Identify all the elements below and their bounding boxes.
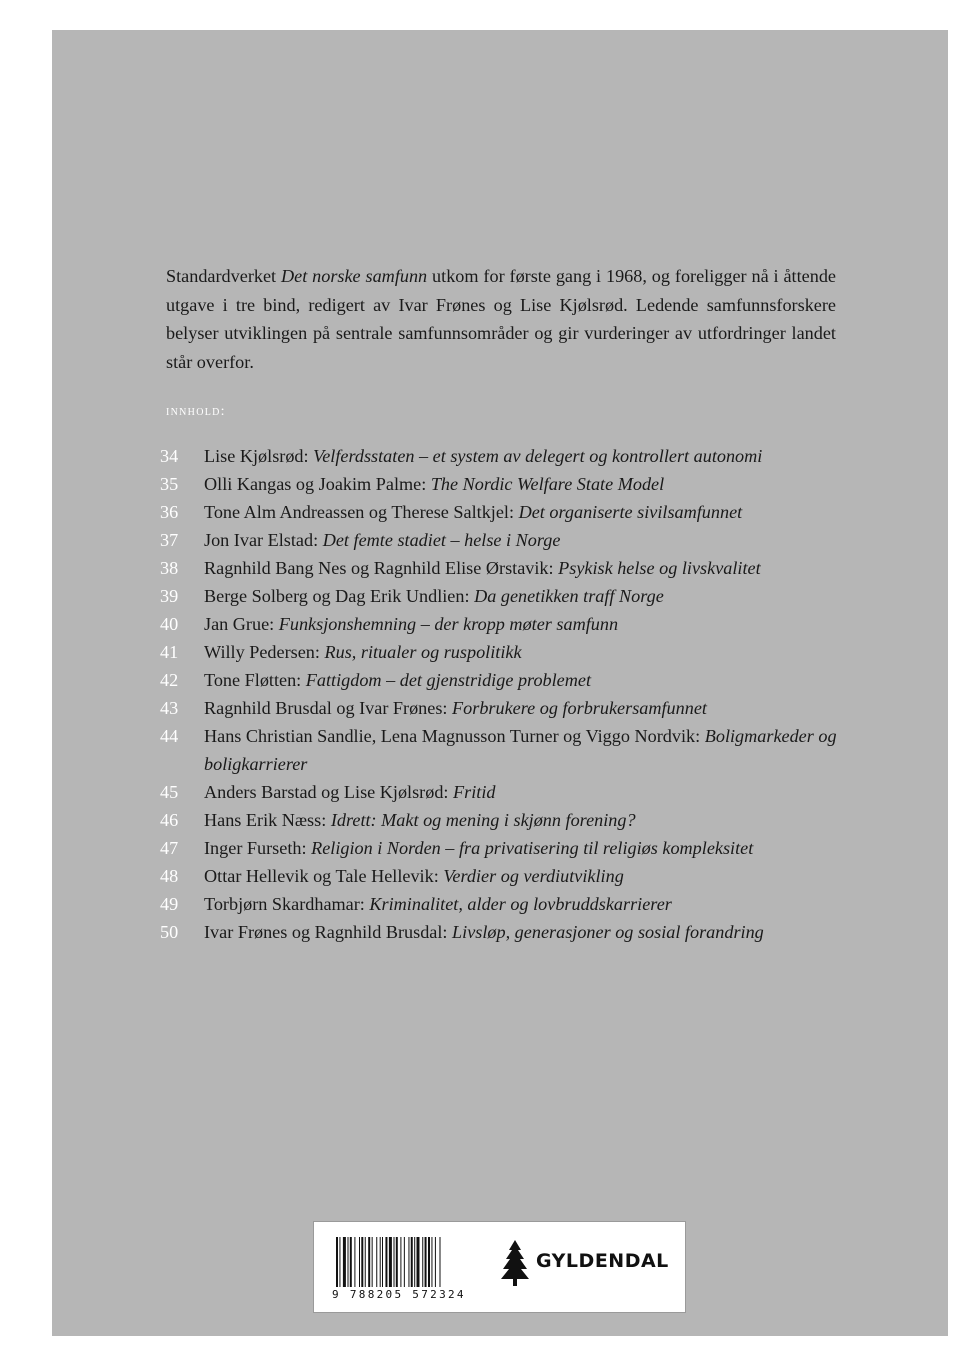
toc-entry [160, 610, 860, 638]
toc-entry-authors: Hans Christian Sandlie, Lena Magnusson Turner og Viggo Nordvik: [204, 726, 705, 746]
toc-entry-title: Da genetikken traff Norge [474, 586, 664, 606]
toc-entry-text [204, 722, 860, 778]
toc-entry-number: 50 [160, 922, 179, 942]
toc-entry-number: 34 [160, 446, 179, 466]
toc-entry-title: Fattigdom – det gjenstridige problemet [305, 670, 592, 690]
isbn-number: 9 788205 572324 [332, 1288, 466, 1301]
toc-entry-text [204, 442, 860, 470]
toc-entry-title: Forbrukere og forbrukersamfunnet [452, 698, 707, 718]
toc-entry-text [204, 498, 860, 526]
toc-entry-title: Religion i Norden – fra privatisering til religiøs kompleksitet [311, 838, 754, 858]
toc-entry-title: Verdier og verdiutvikling [443, 866, 624, 886]
toc-entry-number: 43 [160, 698, 179, 718]
barcode-icon [336, 1237, 476, 1287]
toc-entry [160, 722, 860, 778]
toc-entry-text [204, 862, 860, 890]
toc-entry [160, 694, 860, 722]
toc-entry-number: 41 [160, 642, 179, 662]
toc-entry-authors: Jon Ivar Elstad: [204, 530, 323, 550]
toc-entry-text [204, 778, 860, 806]
toc-entry [160, 862, 860, 890]
toc-entry [160, 666, 860, 694]
toc-entry-number: 42 [160, 670, 179, 690]
toc-entry-number: 49 [160, 894, 179, 914]
toc-entry [160, 498, 860, 526]
toc-entry-text [204, 554, 860, 582]
toc-entry-number: 48 [160, 866, 179, 886]
footer-box [313, 1221, 686, 1313]
toc-entry-authors: Berge Solberg og Dag Erik Undlien: [204, 586, 475, 606]
toc-entry [160, 442, 860, 470]
toc-entry-authors: Ragnhild Bang Nes og Ragnhild Elise Ørstavik: [204, 558, 559, 578]
toc-entry [160, 918, 860, 946]
toc-entry-authors: Anders Barstad og Lise Kjølsrød: [204, 782, 454, 802]
intro-book-title: Det norske samfunn [280, 266, 428, 286]
toc-entry-number: 35 [160, 474, 179, 494]
toc-entry-number: 37 [160, 530, 179, 550]
toc-entry-title: Det femte stadiet – helse i Norge [322, 530, 561, 550]
toc-entry-authors: Hans Erik Næss: [204, 810, 331, 830]
toc-entry-title: The Nordic Welfare State Model [430, 474, 665, 494]
toc-entry-number: 46 [160, 810, 179, 830]
toc-entry-title: Fritid [453, 782, 496, 802]
toc-entry-authors: Ivar Frønes og Ragnhild Brusdal: [204, 922, 453, 942]
toc-entry-authors: Inger Furseth: [204, 838, 312, 858]
toc-entry-text [204, 470, 860, 498]
toc-entry-number: 44 [160, 726, 179, 746]
toc-entry-text [204, 918, 860, 946]
toc-entry-authors: Ragnhild Brusdal og Ivar Frønes: [204, 698, 453, 718]
toc-entry [160, 834, 860, 862]
toc-entry-title: Idrett: Makt og mening i skjønn forening? [330, 810, 636, 830]
toc-entry-authors: Lise Kjølsrød: [204, 446, 314, 466]
toc-heading: innhold: [166, 404, 226, 419]
toc-entry-text [204, 834, 860, 862]
toc-entry-authors: Tone Alm Andreassen og Therese Saltkjel: [204, 502, 519, 522]
toc-entry [160, 526, 860, 554]
toc-entry [160, 582, 860, 610]
toc-entry-text [204, 666, 860, 694]
toc-entry-number: 39 [160, 586, 179, 606]
toc-entry-text [204, 806, 860, 834]
toc-entry-text [204, 526, 860, 554]
toc-entry-number: 47 [160, 838, 179, 858]
toc-entry [160, 806, 860, 834]
toc-entry-title: Velferdsstaten – et system av delegert og kontrollert autonomi [313, 446, 763, 466]
toc-entry-authors: Olli Kangas og Joakim Palme: [204, 474, 431, 494]
toc-entry-text [204, 582, 860, 610]
toc-entry-text [204, 890, 860, 918]
toc-entry-number: 38 [160, 558, 179, 578]
intro-text-start: Standardverket [166, 266, 281, 286]
toc-entry [160, 554, 860, 582]
toc-entry-text [204, 694, 860, 722]
toc-entry-authors: Ottar Hellevik og Tale Hellevik: [204, 866, 444, 886]
intro-paragraph [166, 262, 836, 376]
toc-entry-text [204, 610, 860, 638]
toc-entry-title: Boligmarkeder og boligkarrierer [204, 726, 837, 774]
table-of-contents [160, 442, 860, 946]
publisher-logo: GYLDENDAL [536, 1250, 669, 1272]
toc-entry-title: Det organiserte sivilsamfunnet [518, 502, 743, 522]
toc-entry-number: 36 [160, 502, 179, 522]
toc-entry-authors: Tone Fløtten: [204, 670, 306, 690]
toc-entry [160, 470, 860, 498]
toc-entry-text [204, 638, 860, 666]
toc-entry [160, 778, 860, 806]
toc-entry-title: Kriminalitet, alder og lovbruddskarrierer [369, 894, 672, 914]
toc-entry-number: 45 [160, 782, 179, 802]
toc-entry [160, 638, 860, 666]
toc-entry-number: 40 [160, 614, 179, 634]
intro-text-rest: utkom for første gang i 1968, og foreligger nå i åttende utgave i tre bind, redigert av Ivar Frønes og Lise Kjølsrød. Ledende samfunnsforskere belyser utviklingen på sentrale samfunnsområder og gir vurderinger av utfordringer landet står overfor. [166, 266, 836, 372]
toc-entry-title: Psykisk helse og livskvalitet [558, 558, 761, 578]
toc-entry-title: Funksjonshemning – der kropp møter samfunn [278, 614, 619, 634]
toc-entry-title: Rus, ritualer og ruspolitikk [324, 642, 522, 662]
toc-entry-authors: Jan Grue: [204, 614, 279, 634]
toc-entry-authors: Willy Pedersen: [204, 642, 325, 662]
toc-entry-title: Livsløp, generasjoner og sosial forandring [452, 922, 764, 942]
fir-tree-icon [500, 1238, 530, 1288]
toc-entry-authors: Torbjørn Skardhamar: [204, 894, 370, 914]
toc-entry [160, 890, 860, 918]
